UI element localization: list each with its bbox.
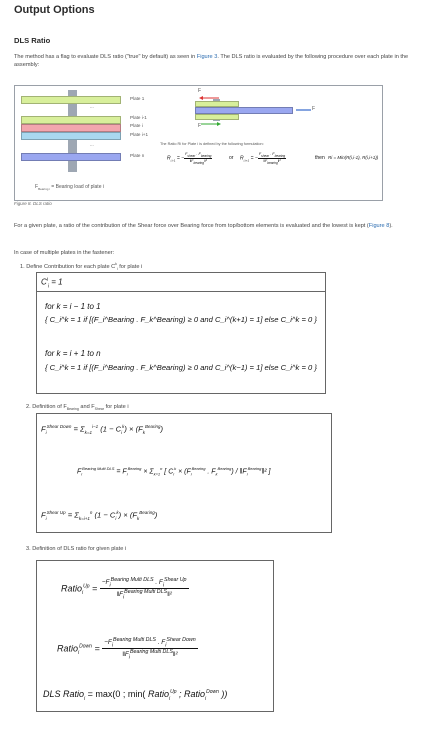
force-definition-box	[36, 413, 332, 533]
then-text: then	[315, 155, 325, 161]
step-1: 1. Define Contribution for each plate $C^k_i$ for plate i	[20, 262, 143, 271]
plate-i-minus-1	[21, 116, 121, 124]
plate-i	[21, 124, 121, 132]
plate-i-plus-1	[21, 132, 121, 140]
section-title: Output Options	[14, 4, 95, 16]
ratio-formula-1: $R_{i,i-1}$ = − $F_{shear}$ . $F_{bearing}$ $‖F_{bearing}‖^2$	[167, 152, 212, 165]
figure-8-link[interactable]: Figure 8	[368, 223, 390, 229]
plate-1-label: Plate 1	[130, 96, 145, 101]
intro-paragraph: The method has a flag to evaluate DLS ratio ("true" by default) as seen in Figure 3. The DLS ratio is evaluated by the following procedure over each plate in the assembly:	[14, 54, 409, 68]
plate-n	[21, 153, 121, 161]
f-shear-bottom-label: F	[198, 123, 202, 129]
step-3: 3. Definition of DLS ratio for given plate i	[26, 546, 127, 552]
plate-n-label: Plate n	[130, 153, 145, 158]
plate-i-minus-1-label: Plate i-1	[130, 115, 147, 120]
f-shear-top-label: F	[198, 88, 202, 94]
contribution-box	[36, 272, 326, 394]
dots-bottom: ...	[90, 142, 94, 147]
dots-top: ...	[90, 104, 94, 109]
box1-divider	[37, 291, 325, 292]
force-arrows	[191, 92, 311, 128]
bearing-legend: $F_{Bearing i}$ = Bearing load of plate i	[35, 184, 104, 191]
bearing-multi-formula: $F_i^{Bearing Multi DLS} = F_i^{Bearing} \times \Sigma_{k=1}^n$ [ $C_i^k \times (F_i^{Bearing}$ . $F_k^{Bearing}$) / $‖F_i^{Bearing}‖^2$ ]	[77, 466, 271, 477]
condition-1: { C_i^k = 1 if [(F_i^Bearing . F_k^Bearing) ≥ 0 and C_i^(k+1) = 1] else C_i^k = 0 }	[45, 315, 317, 324]
ratio-header: The Ratio Ri for Plate i is defined by the following formulation:	[160, 142, 264, 146]
dls-figure	[14, 85, 383, 201]
for-loop-1: for k = i − 1 to 1	[45, 302, 101, 311]
or-text: or	[229, 155, 234, 161]
multi-plates-text: In case of multiple plates in the fastener:	[14, 250, 115, 256]
dls-ratio-final: DLS Ratio$_i$ = max(0 ; min( Ratio$_i^{Up}$ ; Ratio$_i^{Down}$ ))	[43, 689, 228, 702]
plate-1	[21, 96, 121, 104]
for-loop-2: for k = i + 1 to n	[45, 349, 101, 358]
dls-ratio-box	[36, 560, 274, 712]
ratio-up-formula: Ratio$_i^{Up}$ = $-F_i^{Bearing Multi DLS}$ . $F_i^{Shear Up}$ $‖F_i^{Bearing Multi DLS}‖^2$	[61, 577, 187, 601]
shear-up-formula: $F_i^{Shear Up} = \Sigma_{k=i+1}^n$ $(1 - C_i^k) \times (F_k^{Bearing})$	[41, 510, 158, 522]
shear-down-formula: $F_i^{Shear Down} = \Sigma_{k=1}^{i-1}$ $(1 - C_i^k) \times (F_k^{Bearing})$	[41, 424, 164, 436]
ratio-formula-2: $R_{i,i+1}$ = − $F_{shear}$ . $F_{bearing}$ $‖F_{bearing}‖^2$	[240, 152, 286, 165]
f-bearing-label: F	[312, 106, 316, 112]
condition-2: { C_i^k = 1 if [(F_i^Bearing . F_k^Bearing) ≥ 0 and C_i^(k−1) = 1] else C_i^k = 0 }	[45, 363, 317, 372]
para2: For a given plate, a ratio of the contribution of the Shear force over Bearing force from top/bottom elements is evaluated and the lowest is kept (Figure 8).	[14, 223, 393, 229]
final-formula: Ri = Min(R(i,i-1), R(i,i+1))	[328, 155, 379, 160]
subsection-title: DLS Ratio	[14, 36, 51, 45]
ratio-down-formula: Ratio$_i^{Down}$ = $-F_i^{Bearing Multi DLS}$ . $F_i^{Shear Down}$ $‖F_i^{Bearing Multi DLS}‖^2$	[57, 637, 196, 661]
ci-equation: $C^i_i = 1$	[41, 277, 63, 290]
plate-i-plus-1-label: Plate i+1	[130, 132, 149, 137]
figure-link[interactable]: Figure 3	[196, 54, 218, 60]
plate-i-label: Plate i	[130, 123, 143, 128]
step-2: 2. Definition of $F_{Bearing}$ and $F_{Shear}$ for plate i	[26, 404, 129, 412]
figure-caption: Figure 8. DLS ratio	[14, 201, 52, 206]
